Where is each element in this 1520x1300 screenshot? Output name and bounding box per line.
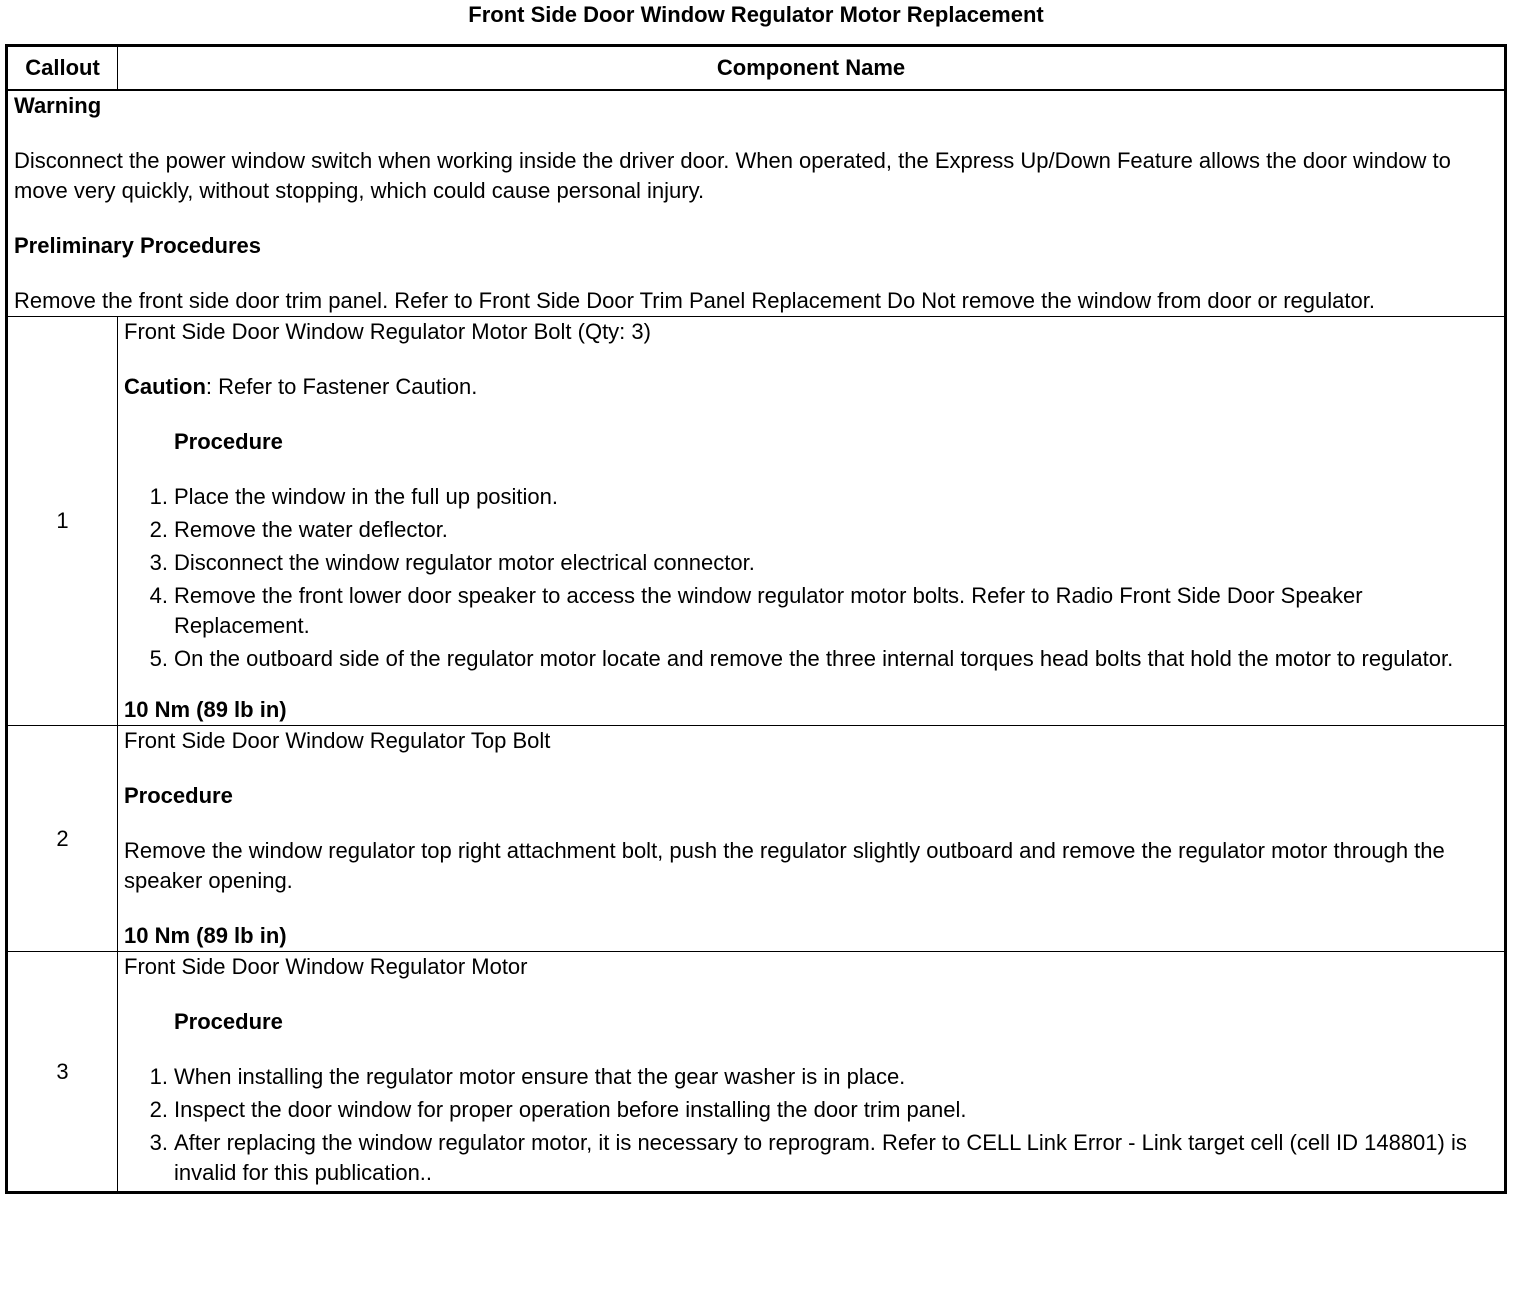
procedure-steps bbox=[124, 482, 1498, 674]
step-number: 1. bbox=[149, 484, 168, 509]
caution-label: Caution bbox=[124, 374, 206, 399]
step-number: 4. bbox=[149, 583, 168, 608]
step-text: Place the window in the full up position. bbox=[174, 484, 559, 509]
list-item bbox=[149, 1095, 1498, 1125]
callout-number: 3 bbox=[7, 952, 118, 1193]
step-text: Disconnect the window regulator motor electrical connector. bbox=[174, 550, 755, 575]
torque-spec: 10 Nm (89 lb in) bbox=[124, 923, 287, 948]
list-item bbox=[149, 548, 1498, 578]
torque-spec: 10 Nm (89 lb in) bbox=[124, 697, 287, 722]
step-number: 1. bbox=[149, 1064, 168, 1089]
notes-cell bbox=[7, 90, 1506, 317]
table-row bbox=[7, 952, 1506, 1193]
callout-number: 1 bbox=[7, 317, 118, 726]
step-number: 3. bbox=[149, 550, 168, 575]
procedure-steps bbox=[124, 1062, 1498, 1188]
step-text: On the outboard side of the regulator motor locate and remove the three internal torques head bolts that hold the motor to regulator. bbox=[174, 646, 1454, 671]
header-callout: Callout bbox=[7, 46, 118, 91]
component-cell bbox=[118, 317, 1506, 726]
notes-row bbox=[7, 90, 1506, 317]
step-text: Remove the front lower door speaker to access the window regulator motor bolts. Refer to Radio Front Side Door Speaker Replacement. bbox=[174, 583, 1363, 638]
preliminary-heading: Preliminary Procedures bbox=[14, 233, 262, 258]
procedure-table bbox=[5, 44, 1507, 1194]
list-item bbox=[149, 1062, 1498, 1092]
component-cell bbox=[118, 726, 1506, 952]
caution-line bbox=[124, 372, 1498, 402]
header-component-name: Component Name bbox=[118, 46, 1506, 91]
step-text: When installing the regulator motor ensure that the gear washer is in place. bbox=[174, 1064, 906, 1089]
step-text: Remove the water deflector. bbox=[174, 517, 448, 542]
component-cell bbox=[118, 952, 1506, 1193]
procedure-text: Remove the window regulator top right attachment bolt, push the regulator slightly outboard and remove the regulator motor through the speaker opening. bbox=[124, 838, 1445, 893]
step-number: 3. bbox=[149, 1130, 168, 1155]
list-item bbox=[149, 482, 1498, 512]
list-item bbox=[149, 515, 1498, 545]
step-text: Inspect the door window for proper operation before installing the door trim panel. bbox=[174, 1097, 967, 1122]
component-name: Front Side Door Window Regulator Top Bolt bbox=[124, 728, 551, 753]
table-row bbox=[7, 726, 1506, 952]
table-row bbox=[7, 317, 1506, 726]
procedure-heading: Procedure bbox=[174, 1009, 283, 1034]
procedure-heading: Procedure bbox=[124, 783, 233, 808]
list-item bbox=[149, 644, 1498, 674]
callout-number: 2 bbox=[7, 726, 118, 952]
list-item bbox=[149, 1128, 1498, 1188]
step-number: 5. bbox=[149, 646, 168, 671]
warning-text: Disconnect the power window switch when working inside the driver door. When operated, the Express Up/Down Feature allows the door window to move very quickly, without stopping, which could cause personal injury. bbox=[14, 148, 1451, 203]
caution-text: : Refer to Fastener Caution. bbox=[205, 374, 478, 399]
header-row bbox=[7, 46, 1506, 91]
procedure-heading: Procedure bbox=[174, 429, 283, 454]
document-title: Front Side Door Window Regulator Motor Replacement bbox=[468, 2, 1044, 27]
step-text: After replacing the window regulator motor, it is necessary to reprogram. Refer to CELL Link Error - Link target cell (cell ID 148801) is invalid for this publication.. bbox=[174, 1130, 1467, 1185]
component-name: Front Side Door Window Regulator Motor bbox=[124, 954, 528, 979]
step-number: 2. bbox=[149, 1097, 168, 1122]
step-number: 2. bbox=[149, 517, 168, 542]
component-name: Front Side Door Window Regulator Motor Bolt (Qty: 3) bbox=[124, 319, 651, 344]
preliminary-text: Remove the front side door trim panel. Refer to Front Side Door Trim Panel Replacement Do Not remove the window from door or regulator. bbox=[14, 288, 1375, 313]
list-item bbox=[149, 581, 1498, 641]
warning-heading: Warning bbox=[14, 93, 102, 118]
